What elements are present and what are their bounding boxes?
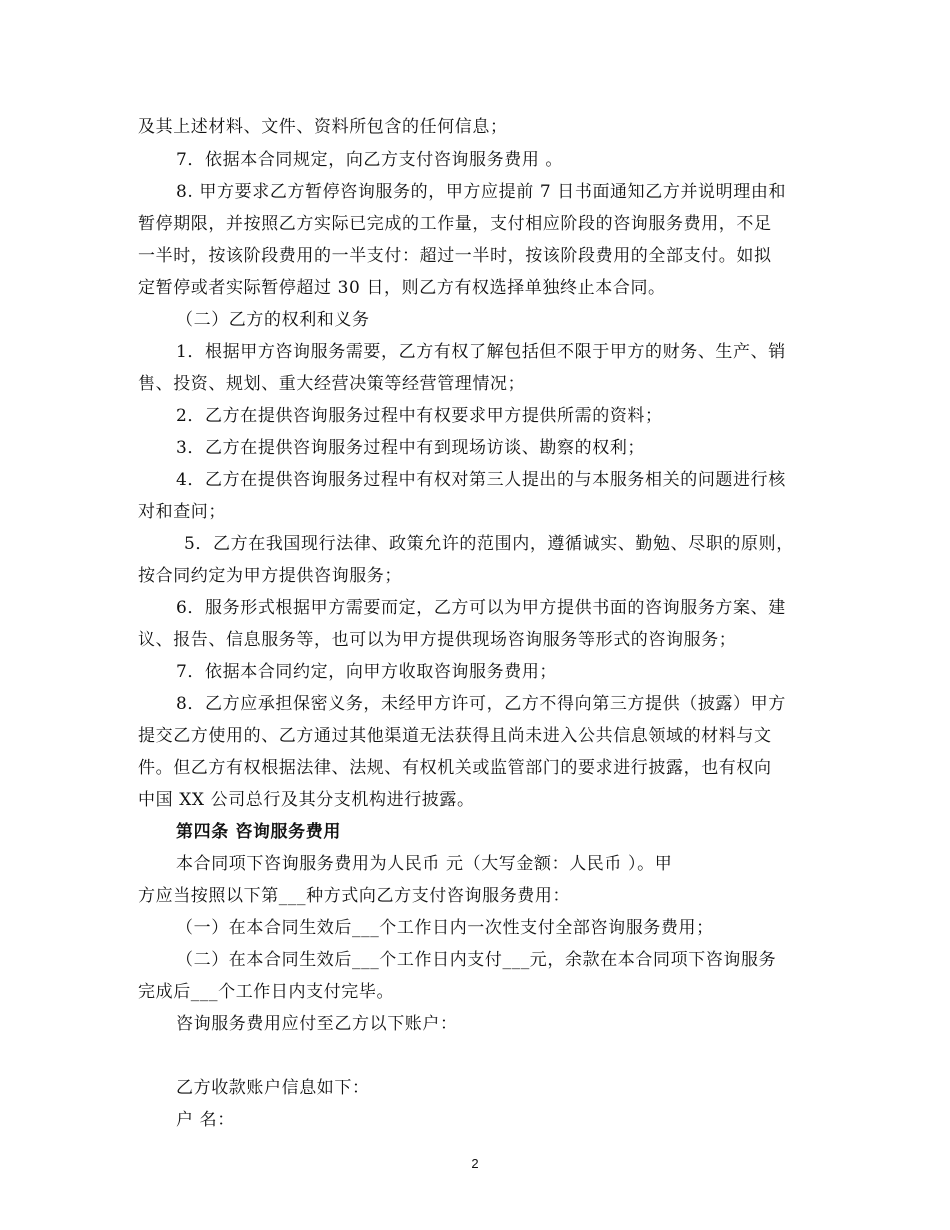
paragraph-line: 7．依据本合同约定，向甲方收取咨询服务费用； [176, 662, 558, 682]
paragraph-line: 售、投资、规划、重大经营决策等经营管理情况； [138, 374, 526, 394]
paragraph-line: 按合同约定为甲方提供咨询服务； [138, 566, 402, 586]
paragraph-line: 完成后___个工作日内支付完毕。 [138, 982, 395, 1002]
account-name-label: 户 名： [176, 1110, 235, 1130]
paragraph-line: 8. 甲方要求乙方暂停咨询服务的，甲方应提前 7 日书面通知乙方并说明理由和 [176, 182, 787, 202]
paragraph-line: 一半时，按该阶段费用的一半支付：超过一半时，按该阶段费用的全部支付。如拟 [138, 246, 772, 266]
paragraph-line: 议、报告、信息服务等，也可以为甲方提供现场咨询服务等形式的咨询服务； [138, 630, 737, 650]
paragraph-line: 咨询服务费用应付至乙方以下账户： [176, 1014, 458, 1034]
paragraph-line: 乙方收款账户信息如下： [176, 1078, 370, 1098]
paragraph-line: 3．乙方在提供咨询服务过程中有到现场访谈、勘察的权利； [176, 438, 646, 458]
paragraph-line: 方应当按照以下第___种方式向乙方支付咨询服务费用： [138, 886, 571, 906]
paragraph-line: 1．根据甲方咨询服务需要，乙方有权了解包括但不限于甲方的财务、生产、销 [176, 342, 786, 362]
paragraph-line: 7．依据本合同规定，向乙方支付咨询服务费用 。 [176, 150, 564, 170]
paragraph-line: 6．服务形式根据甲方需要而定，乙方可以为甲方提供书面的咨询服务方案、建 [176, 598, 786, 618]
paragraph-line: 4．乙方在提供咨询服务过程中有权对第三人提出的与本服务相关的问题进行核 [176, 470, 786, 490]
page-number: 2 [471, 1156, 479, 1171]
paragraph-line: 8．乙方应承担保密义务，未经甲方许可，乙方不得向第三方提供（披露）甲方 [176, 694, 786, 714]
paragraph-line: 及其上述材料、文件、资料所包含的任何信息； [138, 117, 508, 137]
paragraph-line: 2．乙方在提供咨询服务过程中有权要求甲方提供所需的资料； [176, 406, 663, 426]
paragraph-line: （一）在本合同生效后___个工作日内一次性支付全部咨询服务费用； [176, 918, 714, 938]
paragraph-line: 提交乙方使用的、乙方通过其他渠道无法获得且尚未进入公共信息领域的材料与文 [138, 726, 772, 746]
article-heading: 第四条 咨询服务费用 [176, 822, 341, 842]
paragraph-line: 件。但乙方有权根据法律、法规、有权机关或监管部门的要求进行披露，也有权向 [138, 758, 772, 778]
paragraph-line: 暂停期限，并按照乙方实际已完成的工作量，支付相应阶段的咨询服务费用，不足 [138, 214, 772, 234]
paragraph-line: （二）在本合同生效后___个工作日内支付___元，余款在本合同项下咨询服务 [176, 950, 777, 970]
paragraph-line: 定暂停或者实际暂停超过 30 日，则乙方有权选择单独终止本合同。 [138, 278, 666, 298]
paragraph-line: 本合同项下咨询服务费用为人民币 元（大写金额：人民币 ）。甲 [176, 854, 673, 874]
paragraph-line: 5．乙方在我国现行法律、政策允许的范围内，遵循诚实、勤勉、尽职的原则， [184, 534, 794, 554]
paragraph-line: 中国 XX 公司总行及其分支机构进行披露。 [138, 790, 475, 810]
paragraph-line: 对和查问； [138, 502, 226, 522]
section-heading: （二）乙方的权利和义务 [176, 310, 370, 330]
